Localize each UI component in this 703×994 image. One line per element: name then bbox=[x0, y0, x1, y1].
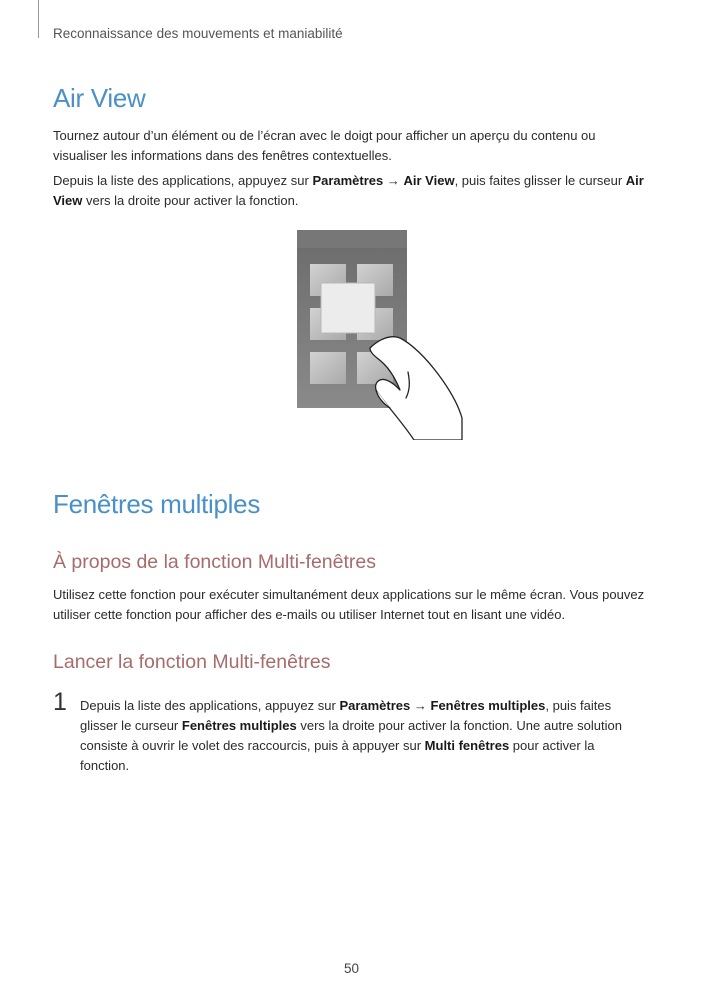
bold-term-settings: Paramètres bbox=[339, 698, 411, 713]
air-view-title: Air View bbox=[53, 83, 146, 113]
text: , puis faites glisser le curseur bbox=[454, 173, 626, 188]
bold-term-settings: Paramètres bbox=[312, 173, 384, 188]
text: Depuis la liste des applications, appuyez sur bbox=[80, 698, 340, 713]
page-number: 50 bbox=[343, 961, 360, 976]
text: Depuis la liste des applications, appuyez sur bbox=[53, 173, 313, 188]
header-rule bbox=[38, 0, 39, 38]
arrow: → bbox=[383, 173, 404, 188]
air-view-illustration bbox=[292, 226, 468, 440]
bold-term-multi-window-slider: Fenêtres multiples bbox=[181, 718, 297, 733]
air-view-description: Tournez autour d’un élément ou de l’écran avec le doigt pour afficher un aperçu du contenu ou visualiser les informations dans des fenêtres contextuelles. bbox=[53, 128, 596, 163]
arrow: → bbox=[410, 698, 431, 713]
text: pour activer la fonction. bbox=[80, 738, 595, 773]
multi-window-title: Fenêtres multiples bbox=[53, 489, 261, 519]
step-1-text bbox=[80, 696, 645, 776]
bold-term-multi-fenetres: Multi fenêtres bbox=[424, 738, 510, 753]
bold-term-air-view: Air View bbox=[403, 173, 455, 188]
text: , puis faites glisser le curseur bbox=[80, 698, 612, 733]
about-multi-window-text: Utilisez cette fonction pour exécuter simultanément deux applications sur le même écran. Vous pouvez utiliser cette fonction pour afficher des e-mails ou utiliser Internet tout en lisant une vidéo. bbox=[53, 587, 645, 622]
text: vers la droite pour activer la fonction. Une autre solution consiste à ouvrir le volet des raccourcis, puis à appuyer sur bbox=[80, 718, 622, 753]
launch-multi-window-heading: Lancer la fonction Multi-fenêtres bbox=[53, 651, 331, 673]
text: vers la droite pour activer la fonction. bbox=[82, 193, 299, 208]
about-multi-window-heading: À propos de la fonction Multi-fenêtres bbox=[53, 551, 377, 573]
bold-term-multi-window: Fenêtres multiples bbox=[430, 698, 546, 713]
air-view-instructions bbox=[53, 171, 653, 211]
preview-popup bbox=[321, 283, 375, 333]
hand-icon bbox=[370, 337, 462, 440]
step-number: 1 bbox=[53, 688, 67, 716]
bold-term-air-view-slider: Air View bbox=[53, 173, 644, 208]
section-header: Reconnaissance des mouvements et maniabilité bbox=[53, 26, 343, 41]
